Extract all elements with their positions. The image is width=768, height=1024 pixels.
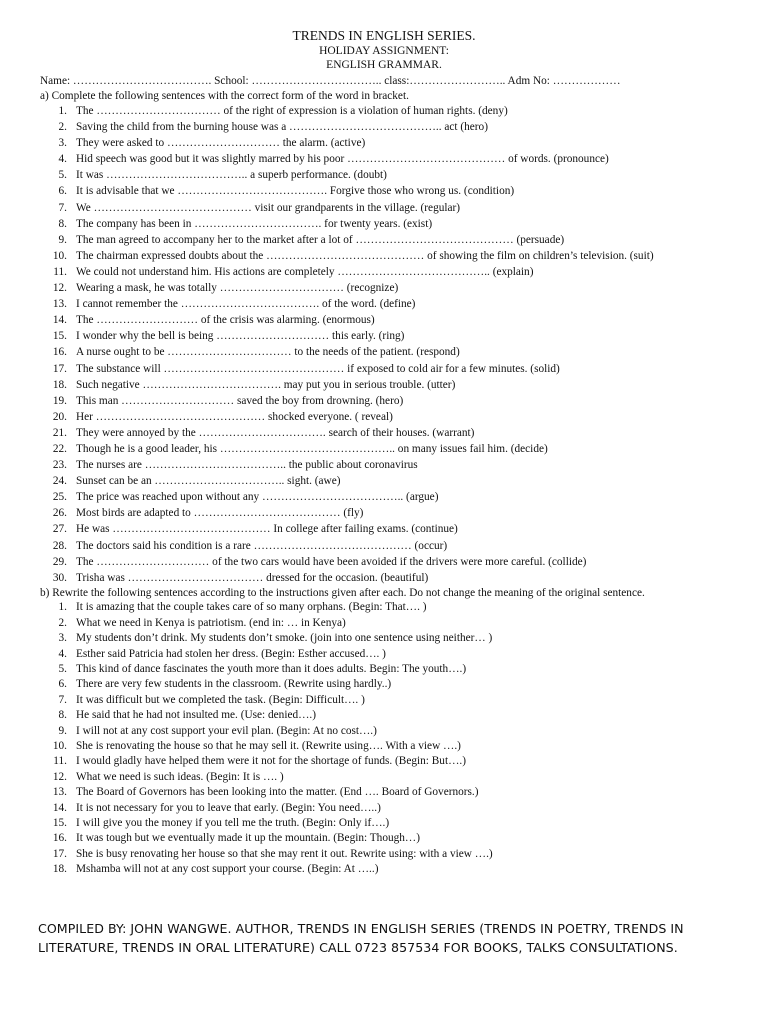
item-text: We could not understand him. His actions are completely ………………………………….. (explain): [76, 265, 534, 278]
item-text: Saving the child from the burning house was a ………………………………….. act (hero): [76, 121, 488, 134]
item-text: Wearing a mask, he was totally …………………………… (recognize): [76, 282, 399, 295]
item-number: 15.: [52, 330, 67, 343]
list-item: [40, 103, 728, 119]
item-number: 17.: [52, 847, 67, 860]
item-number: 4.: [58, 647, 67, 660]
item-text: They were asked to ………………………… the alarm. (active): [76, 137, 366, 150]
item-text: The price was reached upon without any ……………………………….. (argue): [76, 491, 439, 504]
item-number: 9.: [58, 724, 67, 737]
item-text: The man agreed to accompany her to the market after a lot of …………………………………… (persuade): [76, 233, 565, 246]
list-item: [40, 296, 728, 312]
list-item: [40, 248, 728, 264]
item-number: 13.: [52, 298, 67, 311]
item-number: 13.: [52, 786, 67, 799]
list-item: [40, 662, 728, 677]
list-item: [40, 801, 728, 816]
list-item: [40, 344, 728, 360]
item-number: 27.: [52, 523, 67, 536]
item-text: A nurse ought to be …………………………… to the needs of the patient. (respond): [76, 346, 460, 359]
list-item: [40, 361, 728, 377]
item-number: 8.: [58, 709, 67, 722]
item-number: 18.: [52, 863, 67, 876]
item-number: 12.: [52, 282, 67, 295]
item-text: What we need in Kenya is patriotism. (end in: … in Kenya): [76, 616, 346, 629]
document-title: TRENDS IN ENGLISH SERIES.: [292, 28, 476, 43]
list-item: [40, 167, 728, 183]
item-text: The ……………………… of the crisis was alarming. (enormous): [76, 314, 375, 327]
list-item: [40, 489, 728, 505]
student-details-line: Name: ………………………………. School: …………………………….. class:…………………….. Adm No: ………………: [40, 75, 621, 87]
item-text: The ………………………… of the two cars would have been avoided if the drivers were more careful. (collide): [76, 555, 587, 568]
item-number: 15.: [52, 817, 67, 829]
assignment-subtitle: HOLIDAY ASSIGNMENT:: [319, 45, 449, 57]
item-number: 19.: [52, 394, 67, 407]
item-number: 5.: [58, 662, 67, 675]
list-item: [40, 538, 728, 554]
item-text: Esther said Patricia had stolen her dress. (Begin: Esther accused…. ): [76, 647, 386, 660]
list-item: [40, 377, 728, 393]
item-number: 3.: [58, 632, 67, 645]
item-text: Trisha was ……………………………… dressed for the occasion. (beautiful): [76, 571, 429, 584]
item-text: We …………………………………… visit our grandparents in the village. (regular): [76, 201, 461, 214]
item-number: 4.: [58, 153, 67, 166]
item-number: 5.: [58, 169, 67, 182]
list-item: [40, 441, 728, 457]
item-text: Her ……………………………………… shocked everyone. ( reveal): [76, 410, 393, 423]
item-text: Mshamba will not at any cost support your course. (Begin: At …..): [76, 863, 379, 876]
list-item: [40, 264, 728, 280]
item-number: 7.: [58, 693, 67, 706]
item-number: 24.: [52, 475, 67, 488]
section-a-heading: a) Complete the following sentences with the correct form of the word in bracket.: [40, 89, 409, 102]
item-number: 20.: [52, 410, 67, 423]
item-number: 6.: [58, 678, 67, 691]
item-text: She is busy renovating her house so that she may rent it out. Rewrite using: with a view ….): [76, 847, 493, 860]
item-number: 9.: [58, 233, 67, 246]
list-item: [40, 816, 728, 831]
item-text: The company has been in ……………………………. for twenty years. (exist): [76, 217, 433, 230]
item-number: 28.: [52, 539, 67, 552]
item-text: Sunset can be an …………………………….. sight. (awe): [76, 475, 341, 488]
list-item: [40, 677, 728, 692]
item-number: 2.: [58, 616, 67, 629]
section-a-list: [40, 103, 728, 586]
list-item: [40, 600, 728, 615]
item-text: She is renovating the house so that he may sell it. (Rewrite using…. With a view ….): [76, 739, 461, 752]
compiler-footer: COMPILED BY: JOHN WANGWE. AUTHOR, TRENDS IN ENGLISH SERIES (TRENDS IN POETRY, TRENDS IN LITERATURE, TRENDS IN ORAL LITERATURE) CALL 0723 857534 FOR BOOKS, TALKS CONSULTATIONS.: [38, 921, 684, 955]
item-number: 3.: [58, 137, 67, 150]
item-text: I will not at any cost support your evil plan. (Begin: At no cost….): [76, 724, 377, 737]
list-item: [40, 616, 728, 631]
list-item: [40, 521, 728, 537]
list-item: [40, 457, 728, 473]
item-number: 25.: [52, 491, 67, 504]
item-text: The chairman expressed doubts about the …………………………………… of showing the film on children’s television. (suit): [76, 249, 654, 262]
item-text: I would gladly have helped them were it not for the shortage of funds. (Begin: But….): [76, 755, 466, 768]
list-item: [40, 232, 728, 248]
list-item: [40, 119, 728, 135]
item-number: 1.: [58, 601, 67, 614]
item-text: Such negative ………………………………. may put you in serious trouble. (utter): [76, 378, 456, 391]
item-number: 10.: [52, 249, 67, 262]
item-number: 29.: [52, 555, 67, 568]
item-text: I wonder why the bell is being ………………………… this early. (ring): [76, 330, 405, 343]
item-text: The substance will ………………………………………… if exposed to cold air for a few minutes. (solid): [76, 362, 560, 375]
item-number: 2.: [58, 121, 67, 134]
list-item: [40, 724, 728, 739]
item-number: 8.: [58, 217, 67, 230]
item-text: They were annoyed by the ……………………………. search of their houses. (warrant): [76, 426, 475, 439]
item-text: My students don’t drink. My students don’t smoke. (join into one sentence using neither… ): [76, 632, 493, 645]
item-text: This kind of dance fascinates the youth more than it does adults. Begin: The youth….): [76, 662, 467, 675]
list-item: [40, 570, 728, 586]
item-number: 10.: [52, 739, 67, 752]
item-number: 17.: [52, 362, 67, 375]
item-number: 21.: [52, 426, 67, 439]
list-item: [40, 151, 728, 167]
item-number: 11.: [53, 265, 67, 278]
item-number: 23.: [52, 459, 67, 472]
item-text: The Board of Governors has been looking into the matter. (End …. Board of Governors.): [76, 786, 479, 799]
item-number: 12.: [52, 770, 67, 783]
item-text: It is not necessary for you to leave that early. (Begin: You need…..): [76, 801, 381, 814]
item-text: He was …………………………………… In college after failing exams. (continue): [76, 523, 458, 536]
item-number: 11.: [53, 755, 67, 768]
list-item: [40, 847, 728, 862]
item-text: He said that he had not insulted me. (Use: denied….): [76, 709, 316, 722]
item-text: The nurses are ……………………………….. the public about coronavirus: [76, 459, 418, 472]
item-number: 18.: [52, 378, 67, 391]
item-text: This man ………………………… saved the boy from drowning. (hero): [76, 394, 404, 407]
item-number: 14.: [52, 801, 67, 814]
list-item: [40, 739, 728, 754]
item-number: 6.: [58, 185, 67, 198]
item-text: It was difficult but we completed the task. (Begin: Difficult…. ): [76, 693, 365, 706]
list-item: [40, 631, 728, 646]
item-text: It was tough but we eventually made it up the mountain. (Begin: Though…): [76, 832, 420, 845]
list-item: [40, 200, 728, 216]
item-text: It is amazing that the couple takes care of so many orphans. (Begin: That…. ): [76, 601, 427, 614]
list-item: [40, 862, 728, 877]
item-text: The doctors said his condition is a rare …………………………………… (occur): [76, 539, 448, 552]
list-item: [40, 135, 728, 151]
item-number: 16.: [52, 832, 67, 845]
list-item: [40, 647, 728, 662]
list-item: [40, 216, 728, 232]
list-item: [40, 693, 728, 708]
list-item: [40, 708, 728, 723]
item-text: Most birds are adapted to ………………………………… (fly): [76, 507, 364, 520]
item-number: 22.: [52, 442, 67, 455]
list-item: [40, 328, 728, 344]
list-item: [40, 554, 728, 570]
item-number: 14.: [52, 314, 67, 327]
item-text: I cannot remember the ………………………………. of the word. (define): [76, 298, 416, 311]
list-item: [40, 280, 728, 296]
item-text: There are very few students in the classroom. (Rewrite using hardly..): [76, 678, 392, 691]
section-b-heading: b) Rewrite the following sentences according to the instructions given after each. Do not change the meaning of the original sentence.: [40, 586, 645, 599]
item-text: It is advisable that we …………………………………. Forgive those who wrong us. (condition): [76, 185, 515, 198]
list-item: [40, 785, 728, 800]
item-text: Though he is a good leader, his ……………………………………….. on many issues fail him. (decide): [76, 442, 548, 455]
list-item: [40, 393, 728, 409]
list-item: [40, 831, 728, 846]
item-number: 7.: [58, 201, 67, 214]
item-number: 30.: [52, 571, 67, 584]
section-b-list: [40, 600, 728, 877]
list-item: [40, 473, 728, 489]
list-item: [40, 409, 728, 425]
item-text: Hid speech was good but it was slightly marred by his poor …………………………………… of words. (pronounce): [76, 153, 609, 166]
list-item: [40, 183, 728, 199]
list-item: [40, 312, 728, 328]
item-number: 1.: [58, 105, 67, 117]
item-text: It was ……………………………….. a superb performance. (doubt): [76, 169, 387, 182]
item-text: I will give you the money if you tell me the truth. (Begin: Only if….): [76, 817, 390, 829]
item-number: 16.: [52, 346, 67, 359]
list-item: [40, 754, 728, 769]
item-number: 26.: [52, 507, 67, 520]
item-text: The …………………………… of the right of expression is a violation of human rights. (deny): [76, 105, 508, 117]
list-item: [40, 425, 728, 441]
list-item: [40, 770, 728, 785]
item-text: What we need is such ideas. (Begin: It is …. ): [76, 770, 284, 783]
list-item: [40, 505, 728, 521]
subject-subtitle: ENGLISH GRAMMAR.: [326, 59, 442, 71]
